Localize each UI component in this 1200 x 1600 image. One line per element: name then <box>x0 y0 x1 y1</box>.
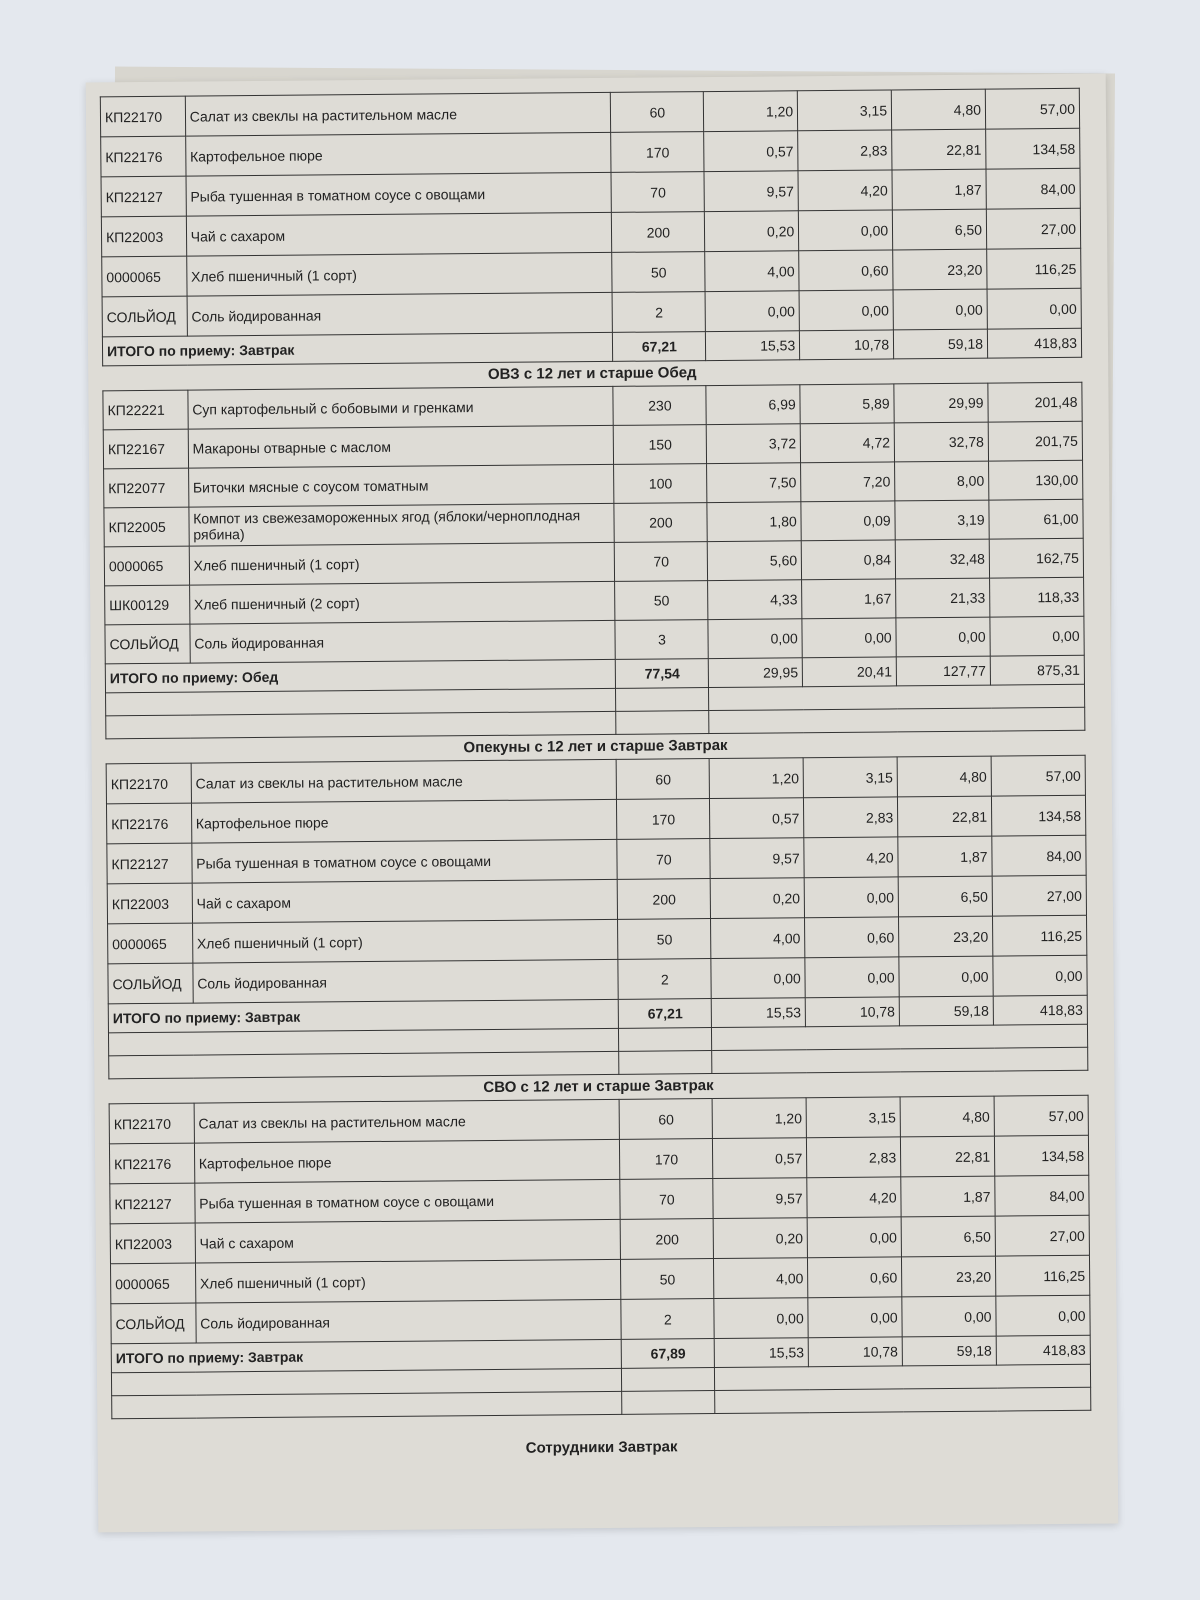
section3-table <box>109 1095 1092 1420</box>
fat-value: 0,00 <box>802 618 896 658</box>
protein-value: 0,20 <box>713 1218 807 1259</box>
energy-value: 27,00 <box>986 208 1080 249</box>
dish-name: Чай с сахаром <box>192 879 618 923</box>
total-fat: 20,41 <box>802 657 896 687</box>
dish-name: Соль йодированная <box>187 292 613 336</box>
energy-value: 61,00 <box>989 499 1083 539</box>
energy-value: 134,58 <box>994 1135 1088 1176</box>
sections-container <box>100 88 1092 1420</box>
dish-code: КП22170 <box>100 96 185 137</box>
carbs-value: 23,20 <box>893 249 987 290</box>
fat-value: 5,89 <box>800 384 894 424</box>
section3-title: СВО с 12 лет и старше Завтрак <box>483 1077 714 1097</box>
dish-weight: 150 <box>614 425 707 465</box>
dish-code: КП22077 <box>104 468 189 508</box>
energy-value: 27,00 <box>992 875 1086 916</box>
protein-value: 0,00 <box>708 619 802 659</box>
dish-code: КП22170 <box>109 1103 194 1144</box>
energy-value: 0,00 <box>987 288 1081 329</box>
dish-name: Хлеб пшеничный (1 сорт) <box>192 919 618 963</box>
total-energy: 875,31 <box>990 655 1084 685</box>
dish-weight: 230 <box>613 386 706 426</box>
dish-code: КП22127 <box>107 843 192 884</box>
protein-value: 9,57 <box>713 1178 807 1219</box>
carbs-value: 29,99 <box>894 383 988 423</box>
dish-code: СОЛЬЙОД <box>102 296 187 337</box>
energy-value: 84,00 <box>995 1175 1089 1216</box>
dish-name: Суп картофельный с бобовыми и гренками <box>188 386 614 429</box>
blank-cell <box>715 1387 1091 1413</box>
total-weight: 67,89 <box>622 1339 715 1369</box>
blank-cell <box>715 1364 1091 1390</box>
dish-name: Чай с сахаром <box>186 212 612 256</box>
dish-weight: 60 <box>611 92 704 133</box>
total-fat: 10,78 <box>805 997 899 1027</box>
carbs-value: 6,50 <box>901 1216 995 1257</box>
blank-cell <box>622 1368 715 1392</box>
dish-weight: 2 <box>612 292 705 333</box>
energy-value: 118,33 <box>990 577 1084 617</box>
dish-name: Салат из свеклы на растительном масле <box>191 759 617 803</box>
energy-value: 162,75 <box>989 538 1083 578</box>
blank-cell <box>619 1028 712 1052</box>
dish-code: СОЛЬЙОД <box>105 624 190 664</box>
blank-cell <box>109 1051 620 1078</box>
energy-value: 57,00 <box>994 1095 1088 1136</box>
total-label: ИТОГО по приему: Обед <box>105 659 616 692</box>
fat-value: 0,00 <box>807 1217 901 1258</box>
blank-cell <box>112 1391 623 1418</box>
dish-name: Соль йодированная <box>190 620 616 663</box>
dish-code: 0000065 <box>102 256 187 297</box>
total-weight: 67,21 <box>619 999 712 1029</box>
fat-value: 0,00 <box>799 210 893 251</box>
protein-value: 0,00 <box>705 291 799 332</box>
carbs-value: 1,87 <box>898 836 992 877</box>
dish-name: Биточки мясные с соусом томатным <box>188 464 614 507</box>
protein-value: 0,00 <box>714 1298 808 1339</box>
protein-value: 0,57 <box>713 1138 807 1179</box>
carbs-value: 21,33 <box>896 578 990 618</box>
protein-value: 1,80 <box>707 502 801 542</box>
protein-value: 0,57 <box>704 131 798 172</box>
protein-value: 7,50 <box>707 463 801 503</box>
fat-value: 1,67 <box>802 579 896 619</box>
dish-code: КП22167 <box>103 429 188 469</box>
fat-value: 2,83 <box>807 1137 901 1178</box>
carbs-value: 32,48 <box>895 539 989 579</box>
total-label: ИТОГО по приему: Завтрак <box>102 332 613 365</box>
dish-weight: 200 <box>612 212 705 253</box>
carbs-value: 6,50 <box>892 209 986 250</box>
energy-value: 134,58 <box>986 128 1080 169</box>
energy-value: 27,00 <box>995 1215 1089 1256</box>
dish-code: СОЛЬЙОД <box>111 1303 196 1344</box>
dish-weight: 170 <box>617 799 710 840</box>
section2-title: Опекуны с 12 лет и старше Завтрак <box>463 736 728 757</box>
fat-value: 0,00 <box>805 957 899 998</box>
fat-value: 4,20 <box>807 1177 901 1218</box>
total-protein: 29,95 <box>709 658 803 688</box>
dish-weight: 2 <box>618 959 711 1000</box>
energy-value: 84,00 <box>992 835 1086 876</box>
section1-title: ОВЗ с 12 лет и старше Обед <box>487 364 697 383</box>
dish-code: КП22003 <box>110 1223 195 1264</box>
dish-code: КП22176 <box>101 136 186 177</box>
dish-name: Макароны отварные с маслом <box>188 425 614 468</box>
blank-cell <box>709 707 1085 733</box>
section1-table <box>102 382 1085 740</box>
energy-value: 0,00 <box>996 1295 1090 1336</box>
dish-code: 0000065 <box>111 1263 196 1304</box>
blank-cell <box>616 711 709 735</box>
dish-name: Хлеб пшеничный (2 сорт) <box>189 581 615 624</box>
dish-code: 0000065 <box>104 546 189 586</box>
energy-value: 116,25 <box>993 915 1087 956</box>
fat-value: 3,15 <box>797 90 891 131</box>
dish-name: Картофельное пюре <box>191 799 617 843</box>
dish-weight: 100 <box>614 464 707 504</box>
total-weight: 67,21 <box>613 332 706 362</box>
dish-code: КП22127 <box>101 176 186 217</box>
dish-weight: 200 <box>618 879 711 920</box>
energy-value: 84,00 <box>986 168 1080 209</box>
total-label: ИТОГО по приему: Завтрак <box>108 999 619 1032</box>
protein-value: 6,99 <box>706 385 800 425</box>
carbs-value: 3,19 <box>895 500 989 540</box>
section0-table <box>100 88 1082 367</box>
protein-value: 3,72 <box>706 424 800 464</box>
fat-value: 3,15 <box>806 1097 900 1138</box>
dish-weight: 60 <box>619 1099 712 1140</box>
dish-weight: 3 <box>615 620 708 660</box>
total-carbs: 127,77 <box>896 656 990 686</box>
dish-name: Картофельное пюре <box>194 1139 620 1183</box>
dish-code: ШК00129 <box>105 585 190 625</box>
carbs-value: 0,00 <box>893 289 987 330</box>
total-energy: 418,83 <box>987 328 1081 358</box>
dish-name: Соль йодированная <box>196 1299 622 1343</box>
blank-cell <box>709 684 1085 710</box>
protein-value: 4,00 <box>705 251 799 292</box>
total-energy: 418,83 <box>993 995 1087 1025</box>
carbs-value: 1,87 <box>892 169 986 210</box>
dish-code: КП22003 <box>101 216 186 257</box>
fat-value: 3,15 <box>803 757 897 798</box>
energy-value: 0,00 <box>990 616 1084 656</box>
total-fat: 10,78 <box>808 1337 902 1367</box>
dish-name: Чай с сахаром <box>195 1219 621 1263</box>
protein-value: 1,20 <box>712 1098 806 1139</box>
dish-name: Хлеб пшеничный (1 сорт) <box>189 542 615 585</box>
total-protein: 15,53 <box>714 1338 808 1368</box>
dish-name: Хлеб пшеничный (1 сорт) <box>195 1259 621 1303</box>
fat-value: 4,20 <box>798 170 892 211</box>
dish-weight: 50 <box>612 252 705 293</box>
fat-value: 4,72 <box>800 423 894 463</box>
total-fat: 10,78 <box>800 330 894 360</box>
protein-value: 0,20 <box>705 211 799 252</box>
carbs-value: 0,00 <box>896 617 990 657</box>
footer-section-title: Сотрудники Завтрак <box>525 1438 678 1457</box>
protein-value: 1,20 <box>709 758 803 799</box>
fat-value: 0,60 <box>799 250 893 291</box>
menu-content <box>100 88 1092 1464</box>
blank-cell <box>712 1024 1088 1050</box>
section2-table <box>106 755 1089 1080</box>
dish-weight: 170 <box>611 132 704 173</box>
total-label: ИТОГО по приему: Завтрак <box>111 1339 622 1372</box>
dish-weight: 170 <box>620 1139 713 1180</box>
dish-weight: 70 <box>620 1179 713 1220</box>
dish-weight: 200 <box>614 503 707 543</box>
dish-weight: 50 <box>618 919 711 960</box>
dish-name: Рыба тушенная в томатном соусе с овощами <box>195 1179 621 1223</box>
carbs-value: 0,00 <box>899 956 993 997</box>
carbs-value: 8,00 <box>895 461 989 501</box>
dish-name: Хлеб пшеничный (1 сорт) <box>186 252 612 296</box>
fat-value: 0,60 <box>805 917 899 958</box>
energy-value: 57,00 <box>991 755 1085 796</box>
fat-value: 0,00 <box>799 290 893 331</box>
dish-code: КП22003 <box>107 883 192 924</box>
protein-value: 4,00 <box>714 1258 808 1299</box>
protein-value: 9,57 <box>704 171 798 212</box>
carbs-value: 22,81 <box>901 1136 995 1177</box>
total-protein: 15,53 <box>706 331 800 361</box>
fat-value: 7,20 <box>801 462 895 502</box>
fat-value: 0,00 <box>804 877 898 918</box>
blank-cell <box>616 688 709 712</box>
carbs-value: 0,00 <box>902 1296 996 1337</box>
protein-value: 1,20 <box>704 91 798 132</box>
total-carbs: 59,18 <box>902 1336 996 1366</box>
protein-value: 9,57 <box>710 838 804 879</box>
energy-value: 0,00 <box>993 955 1087 996</box>
dish-code: КП22176 <box>109 1143 194 1184</box>
total-weight: 77,54 <box>616 659 709 689</box>
fat-value: 2,83 <box>798 130 892 171</box>
carbs-value: 4,80 <box>891 89 985 130</box>
energy-value: 116,25 <box>995 1255 1089 1296</box>
dish-name: Компот из свежезамороженных ягод (яблоки/черноплодная рябина) <box>189 503 615 546</box>
dish-weight: 50 <box>621 1259 714 1300</box>
dish-weight: 70 <box>611 172 704 213</box>
dish-code: 0000065 <box>108 923 193 964</box>
total-energy: 418,83 <box>996 1335 1090 1365</box>
blank-cell <box>622 1391 715 1415</box>
dish-code: КП22170 <box>106 763 191 804</box>
dish-code: КП22176 <box>106 803 191 844</box>
energy-value: 201,48 <box>988 382 1082 422</box>
energy-value: 130,00 <box>989 460 1083 500</box>
protein-value: 4,33 <box>708 580 802 620</box>
protein-value: 0,57 <box>710 798 804 839</box>
fat-value: 0,84 <box>801 540 895 580</box>
energy-value: 116,25 <box>987 248 1081 289</box>
carbs-value: 22,81 <box>898 796 992 837</box>
dish-name: Рыба тушенная в томатном соусе с овощами <box>192 839 618 883</box>
carbs-value: 23,20 <box>899 916 993 957</box>
blank-cell <box>619 1051 712 1075</box>
dish-weight: 70 <box>615 542 708 582</box>
dish-weight: 50 <box>615 581 708 621</box>
dish-weight: 2 <box>621 1299 714 1340</box>
carbs-value: 6,50 <box>898 876 992 917</box>
carbs-value: 32,78 <box>894 422 988 462</box>
energy-value: 134,58 <box>991 795 1085 836</box>
dish-code: КП22005 <box>104 507 189 547</box>
carbs-value: 23,20 <box>902 1256 996 1297</box>
blank-cell <box>712 1047 1088 1073</box>
fat-value: 0,00 <box>808 1297 902 1338</box>
dish-name: Рыба тушенная в томатном соусе с овощами <box>186 172 612 216</box>
dish-weight: 70 <box>617 839 710 880</box>
protein-value: 5,60 <box>708 541 802 581</box>
carbs-value: 4,80 <box>900 1096 994 1137</box>
dish-code: КП22127 <box>110 1183 195 1224</box>
protein-value: 0,00 <box>711 958 805 999</box>
energy-value: 57,00 <box>985 88 1079 129</box>
total-carbs: 59,18 <box>899 996 993 1026</box>
fat-value: 0,60 <box>808 1257 902 1298</box>
total-protein: 15,53 <box>712 998 806 1028</box>
protein-value: 4,00 <box>711 918 805 959</box>
fat-value: 2,83 <box>804 797 898 838</box>
menu-sheet <box>86 74 1119 1533</box>
energy-value: 201,75 <box>988 421 1082 461</box>
protein-value: 0,20 <box>710 878 804 919</box>
total-carbs: 59,18 <box>893 329 987 359</box>
dish-code: КП22221 <box>103 390 188 430</box>
dish-name: Салат из свеклы на растительном масле <box>185 92 611 136</box>
dish-code: СОЛЬЙОД <box>108 963 193 1004</box>
carbs-value: 22,81 <box>892 129 986 170</box>
dish-weight: 200 <box>621 1219 714 1260</box>
carbs-value: 1,87 <box>901 1176 995 1217</box>
fat-value: 4,20 <box>804 837 898 878</box>
blank-cell <box>106 711 617 738</box>
dish-name: Салат из свеклы на растительном масле <box>194 1099 620 1143</box>
dish-name: Соль йодированная <box>193 959 619 1003</box>
dish-weight: 60 <box>617 759 710 800</box>
fat-value: 0,09 <box>801 501 895 541</box>
dish-name: Картофельное пюре <box>185 132 611 176</box>
carbs-value: 4,80 <box>897 756 991 797</box>
